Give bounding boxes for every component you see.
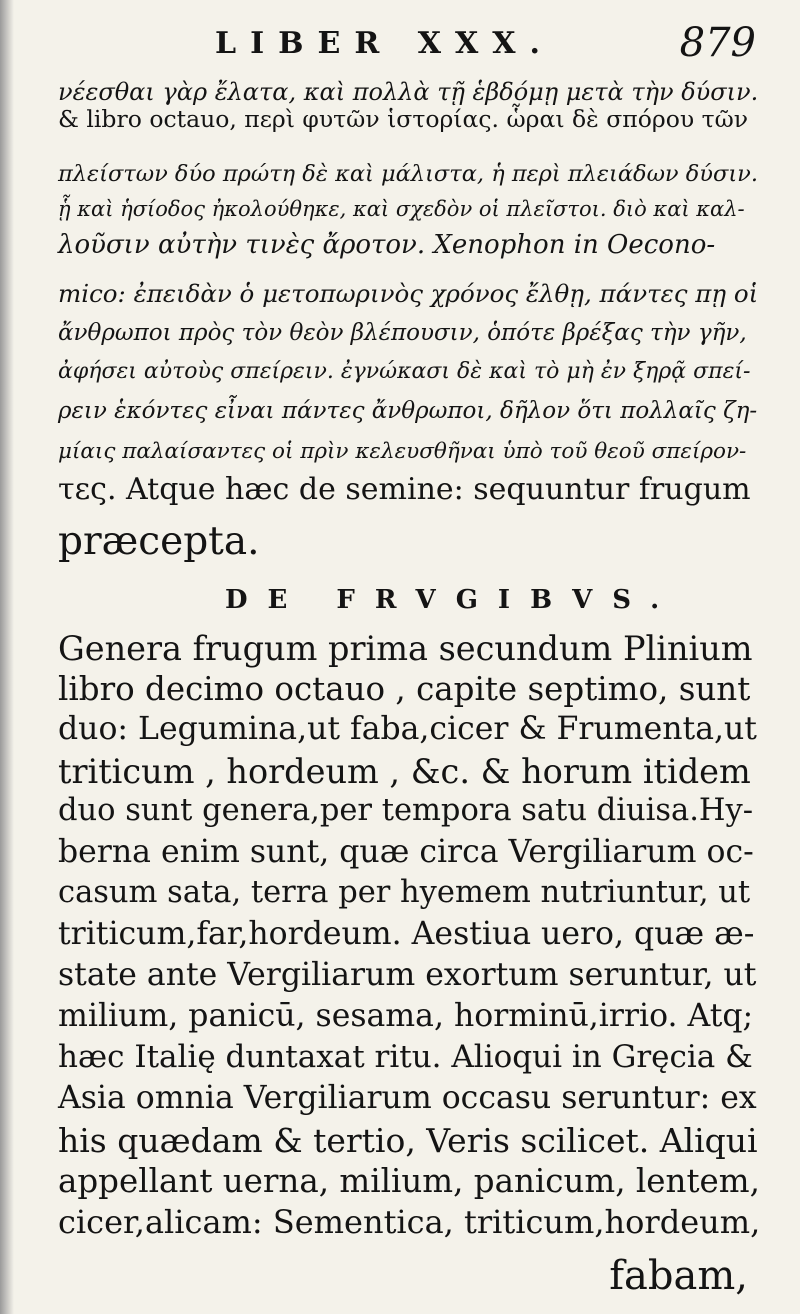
text-line: πλείστων δύο πρώτη δὲ καὶ μάλιστα, ἡ περὶ πλειάδων δύσιν. bbox=[58, 161, 758, 187]
text-line: triticum , hordeum , &c. & horum itidem bbox=[58, 752, 751, 791]
text-line: casum sata, terra per hyemem nutriuntur, ut bbox=[58, 875, 751, 910]
text-line: duo sunt genera,per tempora satu diuisa.Hy- bbox=[58, 793, 754, 828]
text-line: state ante Vergiliarum exortum seruntur, ut bbox=[58, 957, 757, 993]
text-line: λοῦσιν αὐτὴν τινὲς ἄροτον. Xenophon in Oecono- bbox=[58, 230, 716, 260]
text-line: his quædam & tertio, Veris scilicet. Aliqui bbox=[58, 1121, 758, 1160]
text-line: milium, panicū, sesama, horminū,irrio. Atq; bbox=[58, 998, 754, 1034]
text-line: νέεσθαι γὰρ ἔλατα, καὶ πολλὰ τῇ ἑβδόμῃ μετὰ τὴν δύσιν. bbox=[58, 78, 759, 106]
text-line: berna enim sunt, quæ circa Vergiliarum oc- bbox=[58, 834, 754, 870]
text-line: libro decimo octauo , capite septimo, sunt bbox=[58, 670, 751, 708]
text-line: & libro octauo, περὶ φυτῶν ἱστορίας. ὧραι δὲ σπόρου τῶν bbox=[58, 105, 749, 133]
text-line: cicer,alicam: Sementica, triticum,hordeum, bbox=[58, 1203, 761, 1241]
text-line: hæc Italię duntaxat ritu. Alioqui in Gręcia & bbox=[58, 1039, 753, 1075]
page-header bbox=[0, 20, 800, 70]
text-line: præcepta. bbox=[58, 519, 260, 564]
text-line: ἄνθρωποι πρὸς τὸν θεὸν βλέπουσιν, ὁπότε βρέξας τὴν γῆν, bbox=[58, 320, 747, 346]
text-line: μίαις παλαίσαντες οἱ πρὶν κελευσθῆναι ὑπὸ τοῦ θεοῦ σπείρον- bbox=[58, 439, 747, 464]
text-line: Genera frugum prima secundum Plinium bbox=[58, 629, 753, 668]
text-line: mico: ἐπειδὰν ὁ μετοπωρινὸς χρόνος ἔλθῃ, πάντες πῃ οἱ bbox=[58, 279, 759, 308]
text-line: ρειν ἑκόντες εἶναι πάντες ἄνθρωποι, δῆλον ὅτι πολλαῖς ζη- bbox=[58, 398, 758, 424]
page-edge-shadow bbox=[0, 0, 14, 1314]
text-line: duo: Legumina,ut faba,cicer & Frumenta,ut bbox=[58, 711, 757, 747]
text-line: triticum,far,hordeum. Aestiua uero, quæ æ- bbox=[58, 916, 755, 952]
text-line: Asia omnia Vergiliarum occasu seruntur: ex bbox=[58, 1080, 757, 1116]
text-line: ᾗ καὶ ἡσίοδος ἠκολούθηκε, καὶ σχεδὸν οἱ πλεῖστοι. διὸ καὶ καλ- bbox=[58, 197, 745, 221]
section-heading: DE FRVGIBVS. bbox=[225, 585, 680, 615]
text-line: appellant uerna, milium, panicum, lentem, bbox=[58, 1162, 760, 1200]
running-title: LIBER XXX. bbox=[215, 26, 554, 61]
text-line: τες. Atque hæc de semine: sequuntur frugum bbox=[58, 472, 751, 507]
text-line: ἀφήσει αὐτοὺς σπείρειν. ἐγνώκασι δὲ καὶ τὸ μὴ ἐν ξηρᾷ σπεί- bbox=[58, 359, 751, 384]
page-number: 879 bbox=[679, 20, 756, 66]
catchword: fabam, bbox=[609, 1253, 748, 1299]
